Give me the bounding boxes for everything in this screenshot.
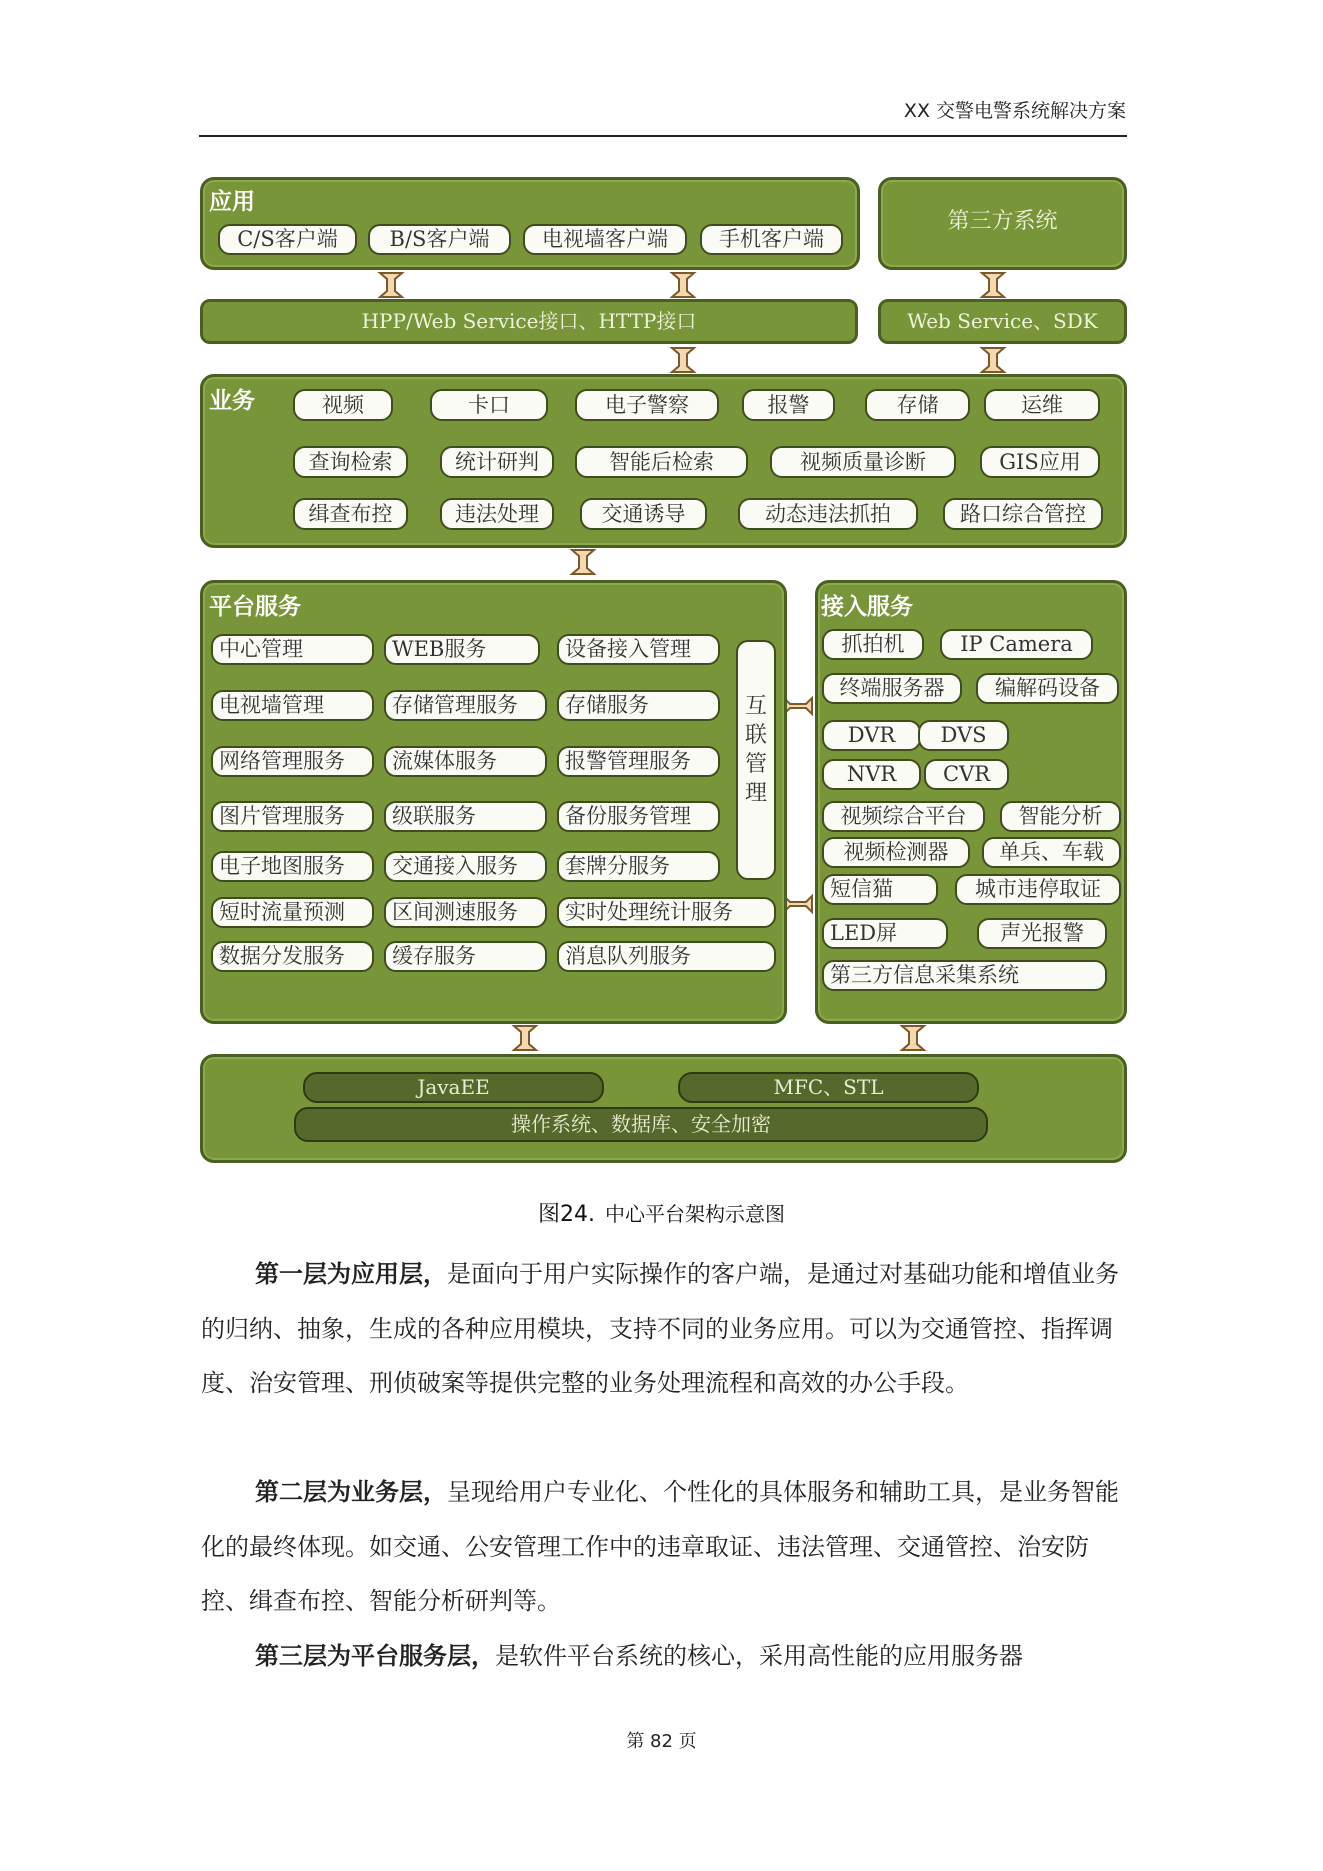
figure-caption: [0, 1197, 1323, 1228]
platform-item: 报警管理服务: [557, 746, 720, 777]
platform-item: 网络管理服务: [211, 746, 374, 777]
business-item: 报警: [742, 389, 835, 421]
business-item: 违法处理: [440, 498, 554, 530]
paragraph-text: 是软件平台系统的核心，采用高性能的应用服务器: [495, 1642, 1023, 1670]
business-item: 视频质量诊断: [770, 446, 956, 478]
platform-item: 电视墙管理: [211, 690, 374, 721]
access-item: IP Camera: [940, 629, 1093, 660]
access-panel-title: 接入服务: [821, 594, 913, 620]
client-pill: 电视墙客户端: [523, 224, 687, 255]
platform-item: 级联服务: [384, 801, 547, 832]
platform-item: 数据分发服务: [211, 941, 374, 972]
business-item: 动态违法抓拍: [738, 498, 918, 530]
access-item: NVR: [822, 759, 921, 790]
access-item: DVR: [822, 720, 921, 751]
paragraph-lead: 第一层为应用层，: [255, 1259, 447, 1288]
arrow-platform-access-2: [784, 896, 812, 912]
access-item: 声光报警: [977, 918, 1107, 949]
business-item: 智能后检索: [575, 446, 748, 478]
business-item: 统计研判: [440, 446, 554, 478]
sdk-bar: Web Service、SDK: [878, 299, 1127, 344]
business-panel-title: 业务: [209, 388, 255, 414]
third-party-title: 第三方系统: [947, 209, 1058, 234]
platform-panel-title: 平台服务: [209, 594, 301, 620]
platform-item: 交通接入服务: [384, 851, 547, 882]
interconnect-management: [736, 640, 776, 880]
arrow-third-party: [982, 273, 1004, 297]
paragraph-2: [201, 1465, 1126, 1629]
access-item: DVS: [918, 720, 1009, 751]
arrow-sdk-business: [982, 348, 1004, 372]
paragraph-lead: 第二层为业务层，: [255, 1477, 447, 1506]
platform-item: 套牌分服务: [557, 851, 720, 882]
arrow-business-platform: [572, 550, 594, 574]
app-panel-title: 应用: [209, 189, 255, 215]
business-item: 卡口: [430, 389, 548, 421]
paragraph-text: 呈现给用户专业化、个性化的具体服务和辅助工具，是业务智能化的最终体现。如交通、公安管理工作中的违章取证、违法管理、交通管控、治安防控、缉查布控、智能分析研判等。: [201, 1478, 1119, 1615]
header-title: XX 交警电警系统解决方案: [903, 100, 1126, 122]
platform-item: 存储管理服务: [384, 690, 547, 721]
platform-item: 电子地图服务: [211, 851, 374, 882]
access-item: 编解码设备: [976, 673, 1119, 704]
client-pill: B/S客户端: [368, 224, 511, 255]
interconnect-char: 互: [744, 694, 767, 719]
page-number: 第 82 页: [626, 1731, 697, 1752]
access-item: 第三方信息采集系统: [822, 960, 1107, 991]
business-item: 电子警察: [575, 389, 719, 421]
access-item: 短信猫: [822, 874, 938, 905]
platform-item: 中心管理: [211, 634, 374, 665]
paragraph-text: 是面向于用户实际操作的客户端，是通过对基础功能和增值业务的归纳、抽象，生成的各种应用模块，支持不同的业务应用。可以为交通管控、指挥调度、治安管理、刑侦破案等提供完整的业务处理流程和高效的办公手段。: [201, 1260, 1119, 1397]
business-item: 路口综合管控: [943, 498, 1103, 530]
arrow-platform-foundation: [514, 1026, 536, 1050]
business-item: 运维: [984, 389, 1100, 421]
client-pill: C/S客户端: [218, 224, 357, 255]
foundation-item: JavaEE: [303, 1072, 604, 1103]
interconnect-char: 管: [744, 752, 767, 777]
platform-item: 图片管理服务: [211, 801, 374, 832]
paragraph-lead: 第三层为平台服务层，: [255, 1641, 495, 1670]
arrow-app-interface-2: [672, 273, 694, 297]
foundation-item: MFC、STL: [678, 1072, 979, 1103]
access-item: 抓拍机: [822, 629, 924, 660]
business-item: 查询检索: [293, 446, 408, 478]
arrow-interface-business: [672, 348, 694, 372]
platform-item: 备份服务管理: [557, 801, 720, 832]
client-pill: 手机客户端: [700, 224, 843, 255]
paragraph-3: [201, 1629, 1126, 1684]
platform-item: 短时流量预测: [211, 897, 374, 928]
access-item: 单兵、车载: [982, 837, 1121, 868]
interface-bar: HPP/Web Service接口、HTTP接口: [200, 299, 858, 344]
business-item: 存储: [865, 389, 970, 421]
access-item: 智能分析: [1000, 801, 1121, 832]
access-item: 城市违停取证: [955, 874, 1121, 905]
foundation-item: 操作系统、数据库、安全加密: [294, 1107, 988, 1142]
platform-item: 缓存服务: [384, 941, 547, 972]
platform-item: 消息队列服务: [557, 941, 776, 972]
figure-caption-text: 中心平台架构示意图: [605, 1202, 785, 1226]
platform-item: 区间测速服务: [384, 897, 547, 928]
paragraph-1: [201, 1247, 1126, 1411]
access-item: LED屏: [822, 918, 948, 949]
business-item: GIS应用: [980, 446, 1100, 478]
interconnect-char: 理: [744, 781, 767, 806]
access-item: 视频综合平台: [822, 801, 985, 832]
platform-item: 存储服务: [557, 690, 720, 721]
platform-item: 实时处理统计服务: [557, 897, 776, 928]
arrow-platform-access-1: [784, 698, 812, 714]
platform-item: 设备接入管理: [557, 634, 720, 665]
business-item: 视频: [293, 389, 393, 421]
access-item: 视频检测器: [822, 837, 970, 868]
figure-number: 图24.: [538, 1202, 595, 1227]
arrow-app-interface-1: [380, 273, 402, 297]
platform-item: 流媒体服务: [384, 746, 547, 777]
access-item: 终端服务器: [822, 673, 962, 704]
business-item: 交通诱导: [580, 498, 707, 530]
business-item: 缉查布控: [293, 498, 408, 530]
interconnect-char: 联: [744, 723, 767, 748]
platform-item: WEB服务: [384, 634, 540, 665]
arrow-access-foundation: [902, 1026, 924, 1050]
access-item: CVR: [924, 759, 1009, 790]
